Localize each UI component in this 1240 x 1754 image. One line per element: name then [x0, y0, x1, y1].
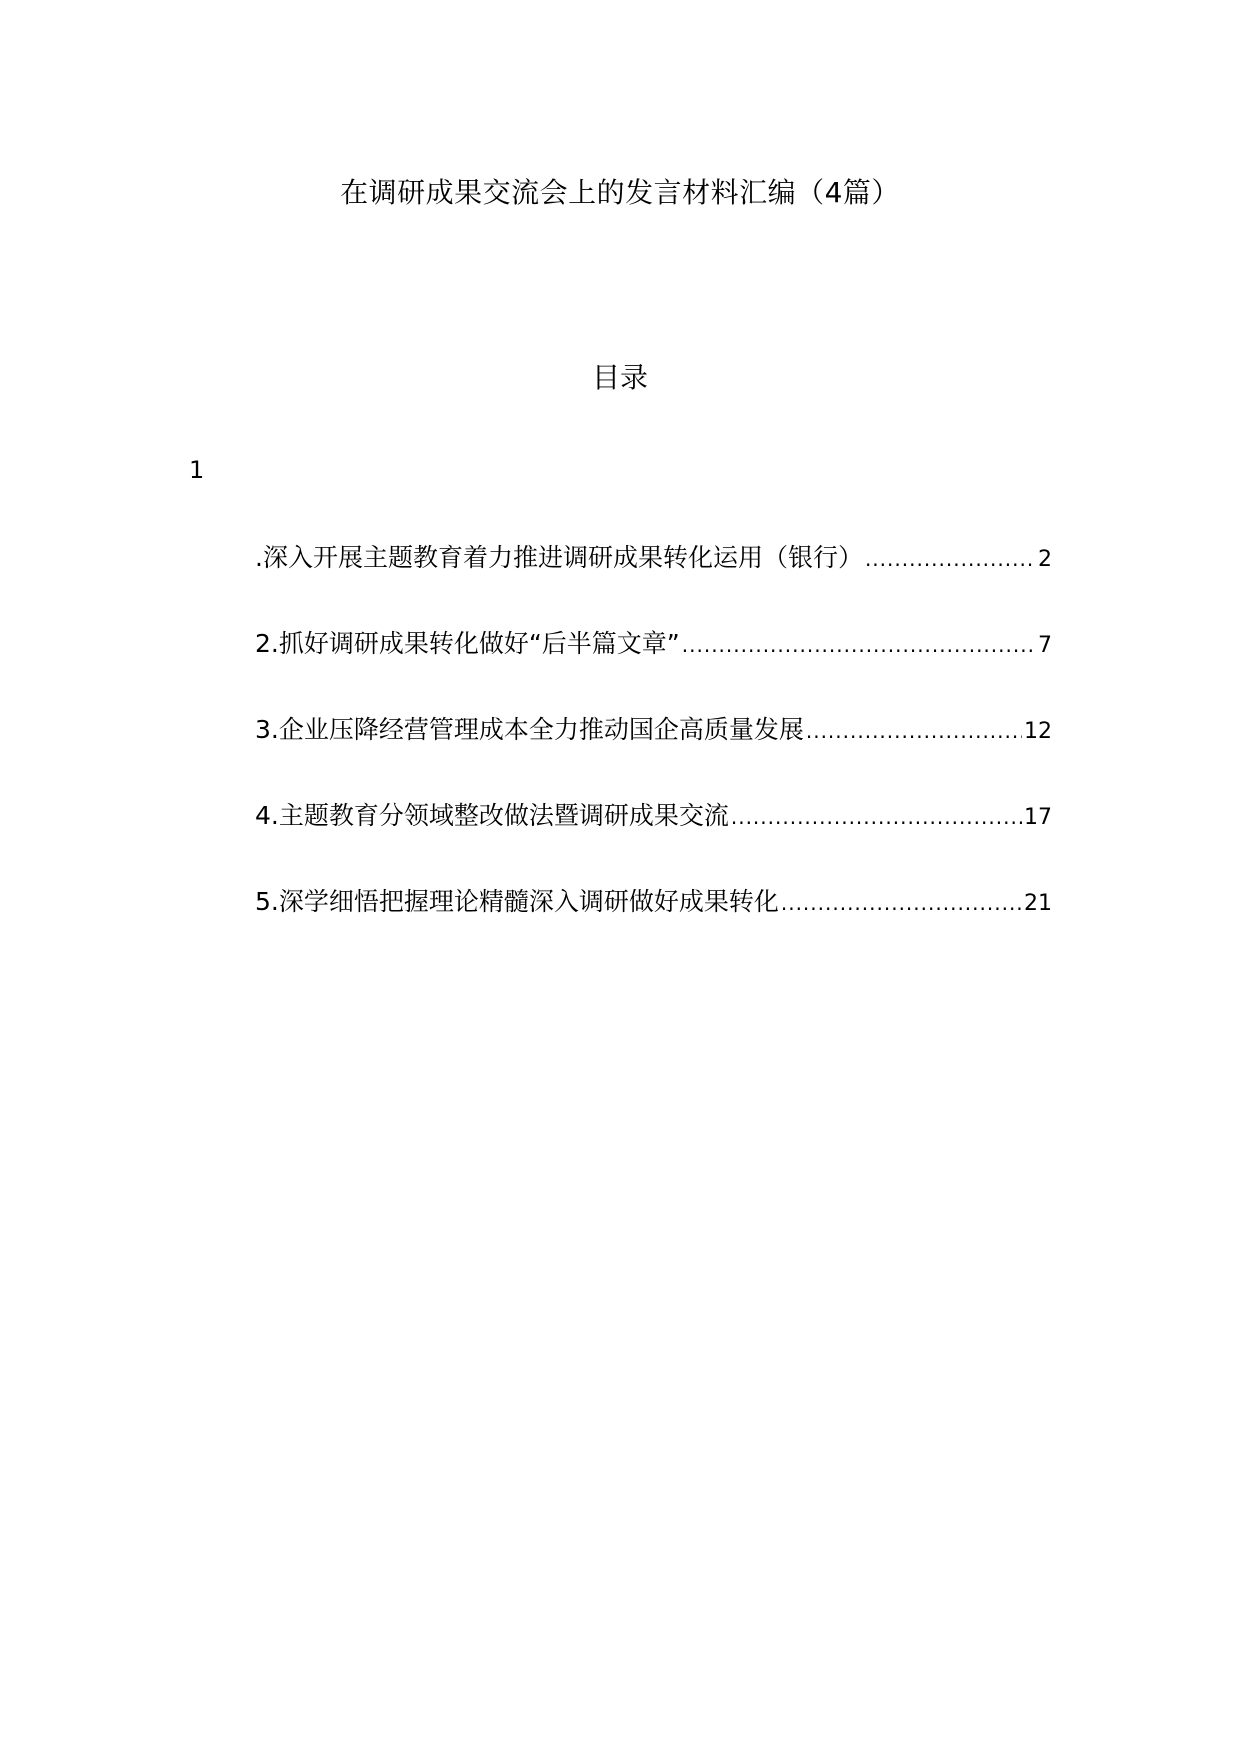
toc-entry-title: 5.深学细悟把握理论精髓深入调研做好成果转化: [255, 887, 779, 916]
toc-dot-leader: [806, 713, 1022, 749]
table-of-contents: [255, 540, 1052, 970]
document-title: 在调研成果交流会上的发言材料汇编（4篇）: [340, 176, 900, 209]
toc-entry-title: 4.主题教育分领域整改做法暨调研成果交流: [255, 801, 729, 830]
toc-entry-4[interactable]: [255, 798, 1052, 834]
toc-page-number: 17: [1024, 805, 1052, 830]
toc-entry-3[interactable]: [255, 712, 1052, 748]
toc-entry-5[interactable]: [255, 884, 1052, 920]
toc-page-number: 2: [1038, 547, 1052, 572]
toc-entry-title: 3.企业压降经营管理成本全力推动国企高质量发展: [255, 715, 804, 744]
toc-entry-title: .深入开展主题教育着力推进调研成果转化运用（银行）: [255, 543, 863, 572]
toc-prefix-number: 1: [189, 456, 205, 484]
toc-page-number: 7: [1038, 633, 1052, 658]
toc-entry-title: 2.抓好调研成果转化做好“后半篇文章”: [255, 629, 680, 658]
toc-heading: 目录: [591, 361, 648, 394]
toc-dot-leader: [865, 541, 1036, 577]
toc-dot-leader: [731, 799, 1022, 835]
toc-page-number: 12: [1024, 719, 1052, 744]
toc-entry-2[interactable]: [255, 626, 1052, 662]
toc-entry-1[interactable]: [255, 540, 1052, 576]
toc-dot-leader: [682, 627, 1036, 663]
toc-page-number: 21: [1024, 891, 1052, 916]
toc-dot-leader: [781, 885, 1022, 921]
